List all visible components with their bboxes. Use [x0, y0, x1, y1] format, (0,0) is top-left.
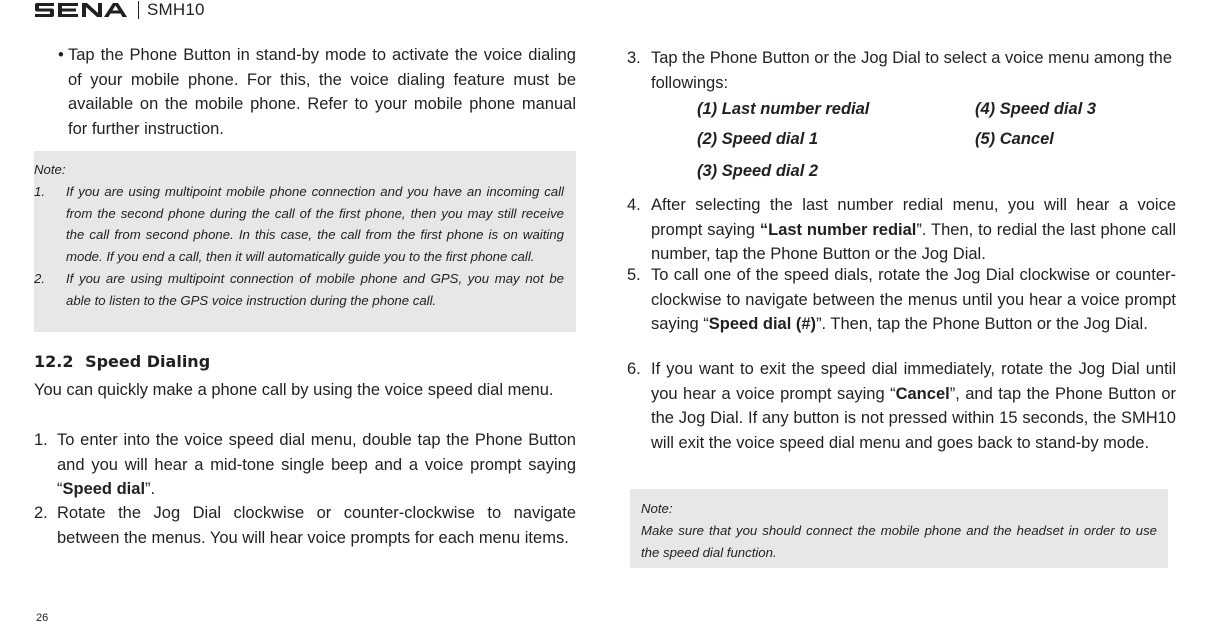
- step-number: 2.: [34, 504, 48, 522]
- step-6: [627, 357, 1176, 455]
- menu-option: (3) Speed dial 2: [697, 162, 819, 180]
- cancel-term: Cancel: [895, 384, 950, 403]
- bullet-text: Tap the Phone Button in stand-by mode to activate the voice dialing of your mobile phone. For this, the voice dialing feature must be available on the mobile phone. Refer to your mobile phone manual for further instruction.: [68, 46, 576, 138]
- note-text: Make sure that you should connect the mobile phone and the headset in order to use the speed dial function.: [641, 522, 1157, 560]
- note-item-number: 2.: [34, 270, 45, 286]
- note-title: Note:: [641, 501, 673, 516]
- bullet-mark: •: [58, 46, 64, 64]
- header-divider: [138, 1, 139, 19]
- step-4: [627, 193, 1176, 267]
- menu-option: (5) Cancel: [975, 130, 1054, 148]
- sena-logo: [34, 2, 128, 18]
- step-5: [627, 263, 1176, 337]
- step-text: Tap the Phone Button or the Jog Dial to select a voice menu among the followings:: [651, 49, 1172, 92]
- step-number: 3.: [627, 49, 641, 67]
- step-text: If you want to exit the speed dial immediately, rotate the Jog Dial until you hear a voice prompt saying “Cancel”, and tap the Phone Button or the Jog Dial. If any button is not pressed within 15 seconds, the SMH10 will exit the voice speed dial menu and goes back to stand-by mode.: [651, 360, 1176, 452]
- step-text: To enter into the voice speed dial menu, double tap the Phone Button and you will hear a mid-tone single beep and a voice prompt saying “Speed dial”.: [57, 431, 576, 498]
- step-text: After selecting the last number redial menu, you will hear a voice prompt saying “Last number redial”. Then, to redial the last phone call number, tap the Phone Button or the Jog Dial.: [651, 196, 1177, 263]
- step-number: 4.: [627, 196, 641, 214]
- menu-option: (1) Last number redial: [697, 100, 870, 118]
- note-box-right: [630, 489, 1168, 568]
- note-item-number: 1.: [34, 183, 45, 199]
- menu-option: (2) Speed dial 1: [697, 130, 819, 148]
- model-name: SMH10: [147, 0, 205, 19]
- step-number: 5.: [627, 266, 641, 284]
- step-2: [34, 501, 576, 550]
- note-item-text: If you are using multipoint mobile phone connection and you have an incoming call from the second phone during the call of the first phone, then you may still receive the call from second phone. In this case, the call from the first phone is on waiting mode. If you end a call, then it will automatically guide you to the first phone call.: [66, 183, 564, 265]
- note-item-2: [34, 268, 564, 312]
- section-heading: [34, 352, 210, 371]
- page-header: [34, 0, 205, 20]
- note-item-1: [34, 181, 564, 268]
- page-number: 26: [36, 612, 49, 624]
- step-text: Rotate the Jog Dial clockwise or counter-clockwise to navigate between the menus. You will hear voice prompts for each menu items.: [57, 504, 576, 547]
- note-box-left: [34, 151, 576, 332]
- note-title: Note:: [34, 162, 66, 177]
- step-3: [627, 46, 1176, 95]
- step-number: 1.: [34, 431, 48, 449]
- step-number: 6.: [627, 360, 641, 378]
- menu-option: (4) Speed dial 3: [975, 100, 1097, 118]
- speed-dial-term: Speed dial: [62, 480, 146, 498]
- intro-paragraph: You can quickly make a phone call by using the voice speed dial menu.: [34, 381, 554, 399]
- section-number: 12.2: [34, 352, 74, 371]
- step-1: [34, 428, 576, 502]
- bullet-item: [58, 43, 576, 141]
- step-text: To call one of the speed dials, rotate the Jog Dial clockwise or counter-clockwise to navigate between the menus until you hear a voice prompt saying “Speed dial (#)”. Then, tap the Phone Button or the Jog Dial.: [651, 266, 1176, 333]
- section-title: Speed Dialing: [85, 352, 211, 371]
- note-item-text: If you are using multipoint connection of mobile phone and GPS, you may not be able to listen to the GPS voice instruction during the phone call.: [66, 270, 564, 308]
- speed-dial-hash-term: Speed dial (#): [708, 315, 817, 333]
- last-number-redial-term: “Last number redial: [759, 220, 917, 239]
